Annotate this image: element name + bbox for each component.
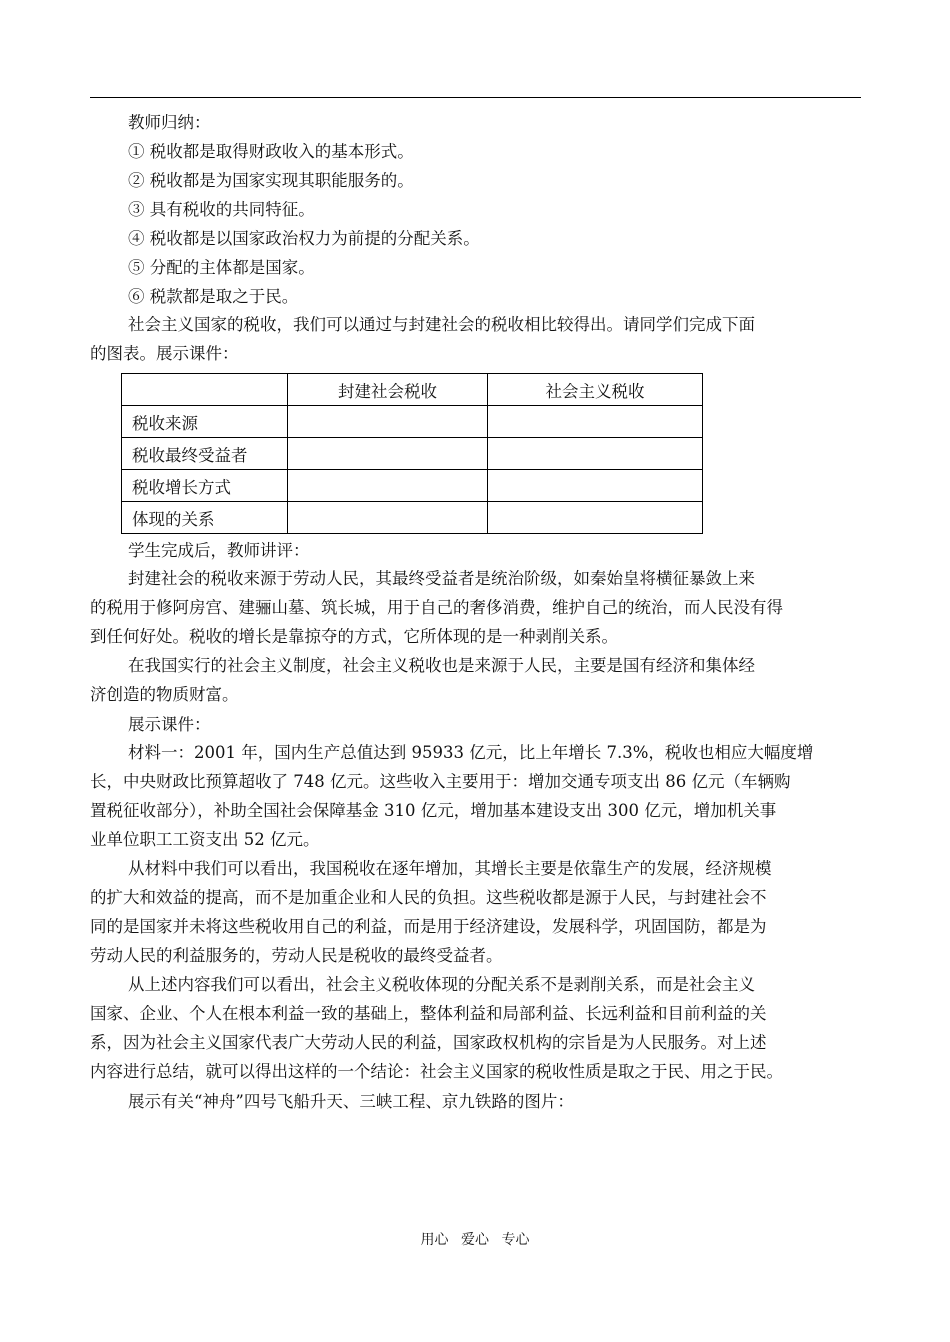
summary-point: ② 税收都是为国家实现其职能服务的。 <box>128 171 414 190</box>
table-cell <box>488 438 703 470</box>
show-courseware-text: 展示课件： <box>128 715 211 734</box>
table-row <box>122 406 703 438</box>
summary-point: ⑥ 税款都是取之于民。 <box>128 287 299 306</box>
table-cell <box>488 406 703 438</box>
summary-point: ⑤ 分配的主体都是国家。 <box>128 258 315 277</box>
summary-title: 教师归纳： <box>128 113 211 132</box>
row-label: 体现的关系 <box>122 502 288 534</box>
conclusion-paragraph <box>90 971 861 1087</box>
paragraph-line: 在我国实行的社会主义制度，社会主义税收也是来源于人民，主要是国有经济和集体经 <box>128 656 755 675</box>
table-cell <box>488 502 703 534</box>
paragraph-line: 的图表。展示课件： <box>90 344 239 363</box>
table-row <box>122 470 703 502</box>
paragraph-line: 的税用于修阿房宫、建骊山墓、筑长城，用于自己的奢侈消费，维护自己的统治，而人民没有得 <box>90 598 783 617</box>
paragraph-line: 的扩大和效益的提高，而不是加重企业和人民的负担。这些税收都是源于人民，与封建社会不 <box>90 888 767 907</box>
paragraph-line: 劳动人民的利益服务的，劳动人民是税收的最终受益者。 <box>90 946 503 965</box>
paragraph-line: 社会主义国家的税收，我们可以通过与封建社会的税收相比较得出。请同学们完成下面 <box>128 315 755 334</box>
table-header-cell: 封建社会税收 <box>288 374 488 406</box>
paragraph-line: 从材料中我们可以看出，我国税收在逐年增加，其增长主要是依靠生产的发展，经济规模 <box>128 859 772 878</box>
paragraph-line: 从上述内容我们可以看出，社会主义税收体现的分配关系不是剥削关系，而是社会主义 <box>128 975 755 994</box>
table-header-cell <box>122 374 288 406</box>
table-header-row <box>122 374 703 406</box>
paragraph-line: 同的是国家并未将这些税收用自己的利益，而是用于经济建设，发展科学，巩固国防，都是为 <box>90 917 767 936</box>
header-rule <box>90 97 861 98</box>
summary-point: ④ 税收都是以国家政治权力为前提的分配关系。 <box>128 229 480 248</box>
paragraph-line: 到任何好处。税收的增长是靠掠夺的方式，它所体现的是一种剥削关系。 <box>90 627 618 646</box>
material-one-paragraph <box>90 739 861 855</box>
row-label: 税收最终受益者 <box>122 438 288 470</box>
document-body <box>90 108 861 1116</box>
table-cell <box>488 470 703 502</box>
table-cell <box>288 470 488 502</box>
paragraph-line: 业单位职工工资支出 52 亿元。 <box>90 830 320 849</box>
after-table-text: 学生完成后，教师讲评： <box>128 541 310 560</box>
paragraph-line: 内容进行总结，就可以得出这样的一个结论：社会主义国家的税收性质是取之于民、用之于民。 <box>90 1062 783 1081</box>
analysis-paragraph <box>90 855 861 971</box>
table-header-cell: 社会主义税收 <box>488 374 703 406</box>
table-row <box>122 438 703 470</box>
summary-point: ③ 具有税收的共同特征。 <box>128 200 315 219</box>
intro-paragraph <box>90 311 861 369</box>
paragraph-line: 材料一：2001 年，国内生产总值达到 95933 亿元，比上年增长 7.3%，税收也相应大幅度增 <box>128 743 814 762</box>
table-cell <box>288 406 488 438</box>
paragraph-line: 置税征收部分），补助全国社会保障基金 310 亿元，增加基本建设支出 300 亿元，增加机关事 <box>90 801 777 820</box>
paragraph-line: 长，中央财政比预算超收了 748 亿元。这些收入主要用于：增加交通专项支出 86 亿元（车辆购 <box>90 772 791 791</box>
summary-point: ① 税收都是取得财政收入的基本形式。 <box>128 142 414 161</box>
table-row <box>122 502 703 534</box>
paragraph-line: 封建社会的税收来源于劳动人民，其最终受益者是统治阶级，如秦始皇将横征暴敛上来 <box>128 569 755 588</box>
table-cell <box>288 502 488 534</box>
row-label: 税收来源 <box>122 406 288 438</box>
paragraph-line: 济创造的物质财富。 <box>90 685 239 704</box>
feudal-tax-paragraph <box>90 565 861 652</box>
comparison-table <box>121 373 703 534</box>
table-cell <box>288 438 488 470</box>
row-label: 税收增长方式 <box>122 470 288 502</box>
page-footer: 用心 爱心 专心 <box>420 1232 530 1248</box>
paragraph-line: 系，因为社会主义国家代表广大劳动人民的利益，国家政权机构的宗旨是为人民服务。对上述 <box>90 1033 767 1052</box>
paragraph-line: 国家、企业、个人在根本利益一致的基础上，整体利益和局部利益、长远利益和目前利益的关 <box>90 1004 767 1023</box>
show-pictures-text: 展示有关“神舟”四号飞船升天、三峡工程、京九铁路的图片： <box>128 1092 574 1111</box>
summary-list <box>90 137 861 311</box>
socialist-tax-paragraph <box>90 652 861 710</box>
